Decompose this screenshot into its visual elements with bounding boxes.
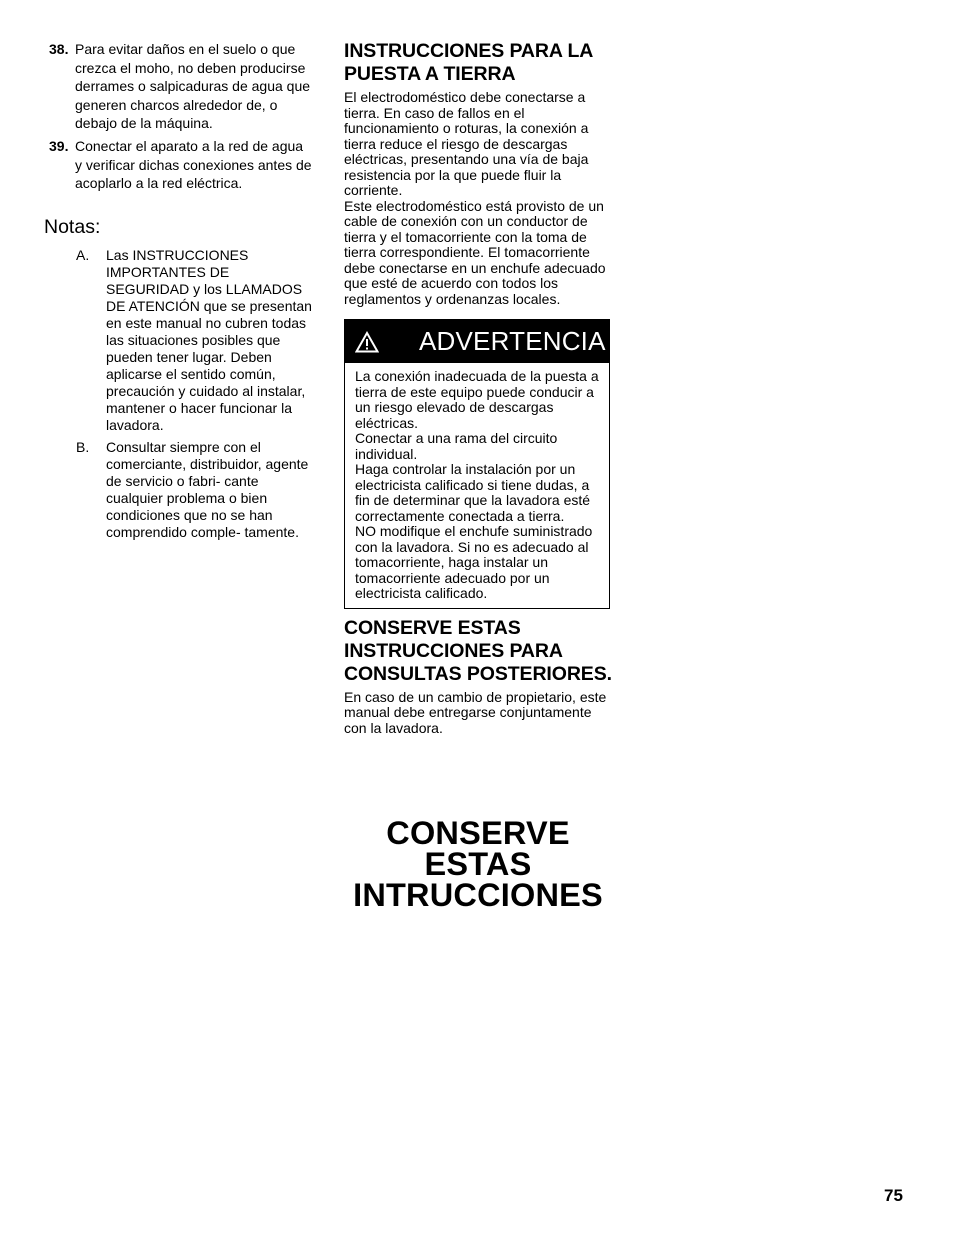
final-heading-line: ESTAS — [424, 846, 532, 882]
grounding-paragraph-2: Este electrodoméstico está provisto de un cable de conexión con un conductor de tierra y el tomacorriente con la toma de tierra correspondiente. El tomacorriente debe conectarse en un enchufe adecuado que esté de acuerdo con todos los reglamentos y ordenanzas locales. — [344, 197, 606, 307]
final-heading-line: CONSERVE — [386, 815, 570, 851]
numbered-item-38 — [44, 40, 312, 133]
final-heading — [344, 815, 612, 913]
note-letter: A. — [76, 246, 90, 263]
grounding-paragraph-1: El electrodoméstico debe conectarse a tierra. En caso de fallos en el funcionamiento o roturas, la conexión a tierra reduce el riesgo de descargas eléctricas, presentando una vía de baja resistencia por la que puede fluir la corriente. — [344, 89, 589, 198]
conserve-heading: CONSERVE ESTAS INSTRUCCIONES PARA CONSULTAS POSTERIORES. — [344, 616, 612, 685]
warning-line: NO modifique el enchufe suministrado con la lavadora. Si no es adecuado al tomacorriente, haga instalar un tomacorriente adecuado por un electricista calificado. — [355, 523, 593, 601]
warning-header — [345, 320, 609, 363]
warning-body — [345, 363, 609, 608]
note-item-b — [44, 439, 312, 541]
right-column — [344, 40, 612, 736]
note-text: Las INSTRUCCIONES IMPORTANTES DE SEGURIDAD y los LLAMADOS DE ATENCIÓN que se presentan en este manual no cubren todas las situaciones posibles que pueden tener lugar. Deben aplicarse el sentido común, precaución y cuidado al instalar, mantener o hacer funcionar la lavadora. — [106, 246, 312, 433]
warning-line: La conexión inadecuada de la puesta a tierra de este equipo puede conducir a un riesgo elevado de descargas eléctricas. — [355, 368, 599, 431]
conserve-text: En caso de un cambio de propietario, este manual debe entregarse conjuntamente con la lavadora. — [344, 688, 607, 736]
page-number: 75 — [884, 1186, 903, 1205]
item-text: Conectar el aparato a la red de agua y verificar dichas conexiones antes de acoplarlo a la red eléctrica. — [75, 137, 312, 192]
left-column — [44, 40, 312, 546]
numbered-item-39 — [44, 137, 312, 193]
note-text: Consultar siempre con el comerciante, distribuidor, agente de servicio o fabri- cante cualquier problema o bien condiciones que no se han comprendido comple- tamente. — [106, 438, 309, 540]
warning-triangle-icon — [355, 331, 379, 353]
warning-line: Conectar a una rama del circuito individual. — [355, 430, 558, 462]
item-text: Para evitar daños en el suelo o que crezca el moho, no deben producirse derrames o salpicaduras de agua que generen charcos alrededor de, o debajo de la máquina. — [75, 41, 311, 132]
grounding-heading: INSTRUCCIONES PARA LA PUESTA A TIERRA — [344, 40, 593, 85]
notes-heading: Notas: — [44, 215, 101, 238]
item-number: 39. — [49, 137, 69, 154]
warning-line: Haga controlar la instalación por un electricista calificado si tiene dudas, a fin de determinar que la lavadora esté correctamente conectada a tierra. — [355, 461, 591, 524]
warning-box — [344, 319, 610, 609]
note-item-a — [44, 247, 312, 434]
final-heading-line: INTRUCCIONES — [353, 877, 603, 913]
note-letter: B. — [76, 438, 90, 455]
warning-title: ADVERTENCIA — [419, 326, 606, 356]
item-number: 38. — [49, 41, 69, 57]
